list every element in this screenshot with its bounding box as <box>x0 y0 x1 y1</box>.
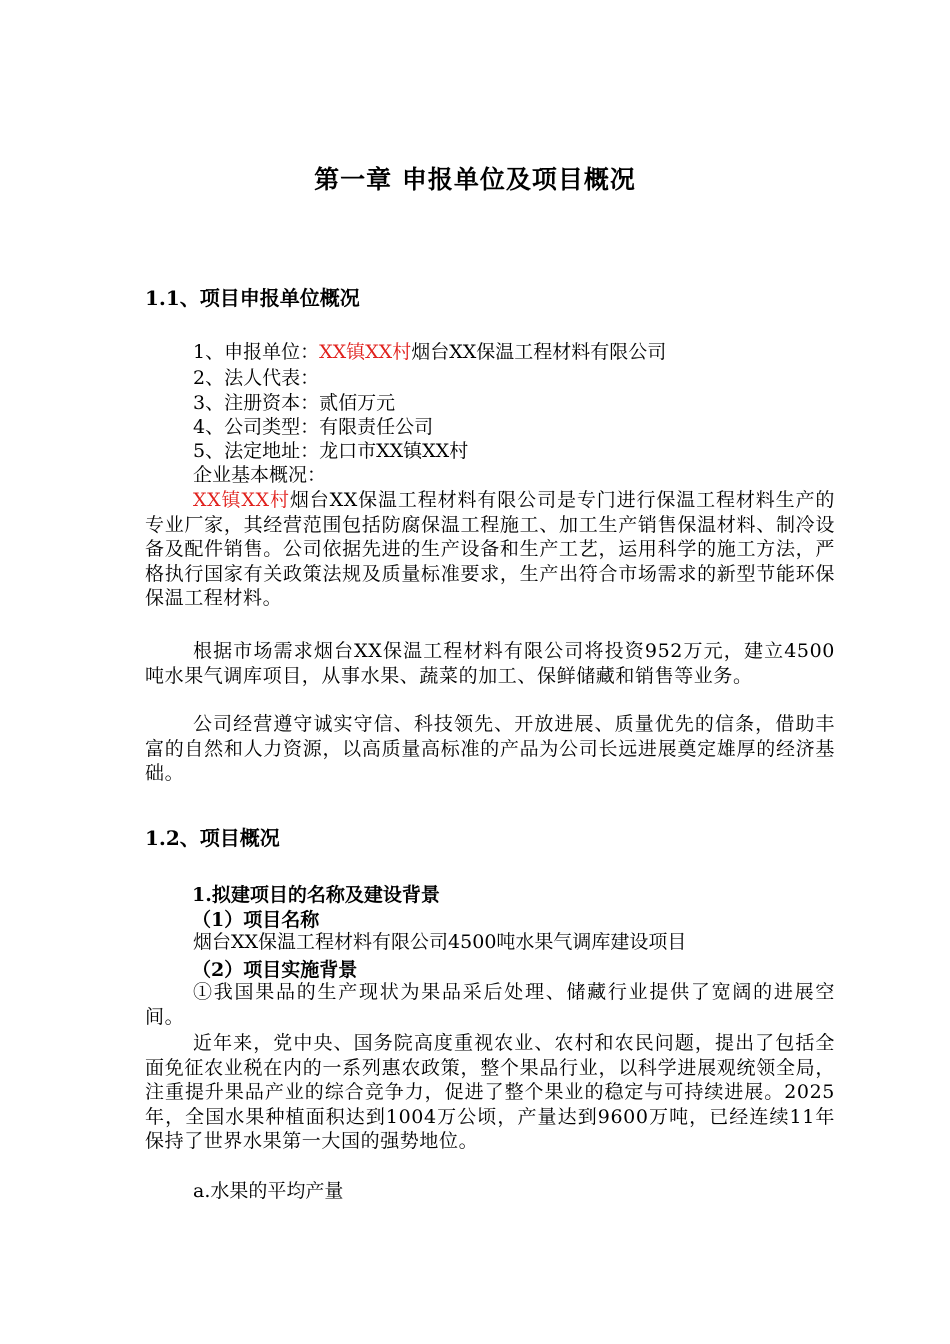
overview-paragraph-3: 公司经营遵守诚实守信、科技领先、开放进展、质量优先的信条，借助丰富的自然和人力资源，以高质量高标准的产品为公司长远进展奠定雄厚的经济基础。 <box>145 713 835 784</box>
info-value: 龙口市XX镇XX村 <box>319 440 469 462</box>
info-value: 烟台XX保温工程材料有限公司 <box>411 341 667 363</box>
heading-implementation-background: （2）项目实施背景 <box>192 959 358 981</box>
overview-paragraph-1 <box>145 488 835 611</box>
paragraph-red-prefix: XX镇XX村 <box>193 489 290 511</box>
background-paragraph-2: 近年来，党中央、国务院高度重视农业、农村和农民问题，提出了包括全面免征农业税在内的一系列惠农政策，整个果品行业，以科学进展观统领全局，注重提升果品产业的综合竞争力，促进了整个果业的稳定与可持续进展。2025年，全国水果种植面积达到1004万公顷，产量达到9600万吨，已经连续11年保持了世界水果第一大国的强势地位。 <box>145 1032 835 1152</box>
info-line-address <box>193 439 468 463</box>
paragraph-text: 烟台XX保温工程材料有限公司是专门进行保温工程材料生产的专业厂家，其经营范围包括防腐保温工程施工、加工生产销售保温材料、制冷设备及配件销售。公司依据先进的生产设备和生产工艺，运用科学的施工方法，严格执行国家有关政策法规及质量标准要求，生产出符合市场需求的新型节能环保保温工程材料。 <box>145 489 835 609</box>
info-line-legal-rep <box>193 366 319 390</box>
info-value: 有限责任公司 <box>319 416 434 438</box>
info-line-company-type <box>193 415 433 439</box>
item-a-average-yield: a.水果的平均产量 <box>193 1180 344 1202</box>
section-heading-1-2: 1.2、项目概况 <box>145 826 280 850</box>
info-line-capital <box>193 391 395 415</box>
info-line-company <box>193 340 666 364</box>
overview-paragraph-2: 根据市场需求烟台XX保温工程材料有限公司将投资952万元，建立4500吨水果气调库项目，从事水果、蔬菜的加工、保鲜储藏和销售等业务。 <box>145 640 835 687</box>
info-value: 贰佰万元 <box>319 392 396 414</box>
info-label: 3、注册资本： <box>193 392 320 414</box>
info-label: 4、公司类型： <box>193 416 320 438</box>
info-label: 2、法人代表： <box>193 367 320 389</box>
background-paragraph-1: ①我国果品的生产现状为果品采后处理、储藏行业提供了宽阔的进展空间。 <box>145 981 835 1028</box>
info-label: 5、法定地址： <box>193 440 320 462</box>
sub-heading-project-background: 1.拟建项目的名称及建设背景 <box>192 884 440 906</box>
overview-label: 企业基本概况： <box>193 464 327 486</box>
heading-project-name: （1）项目名称 <box>192 909 320 931</box>
project-name-value: 烟台XX保温工程材料有限公司4500吨水果气调库建设项目 <box>193 931 687 953</box>
section-heading-1-1: 1.1、项目申报单位概况 <box>145 286 360 310</box>
chapter-title: 第一章 申报单位及项目概况 <box>314 165 636 194</box>
info-value-red: XX镇XX村 <box>319 341 412 363</box>
info-label: 1、申报单位： <box>193 341 320 363</box>
